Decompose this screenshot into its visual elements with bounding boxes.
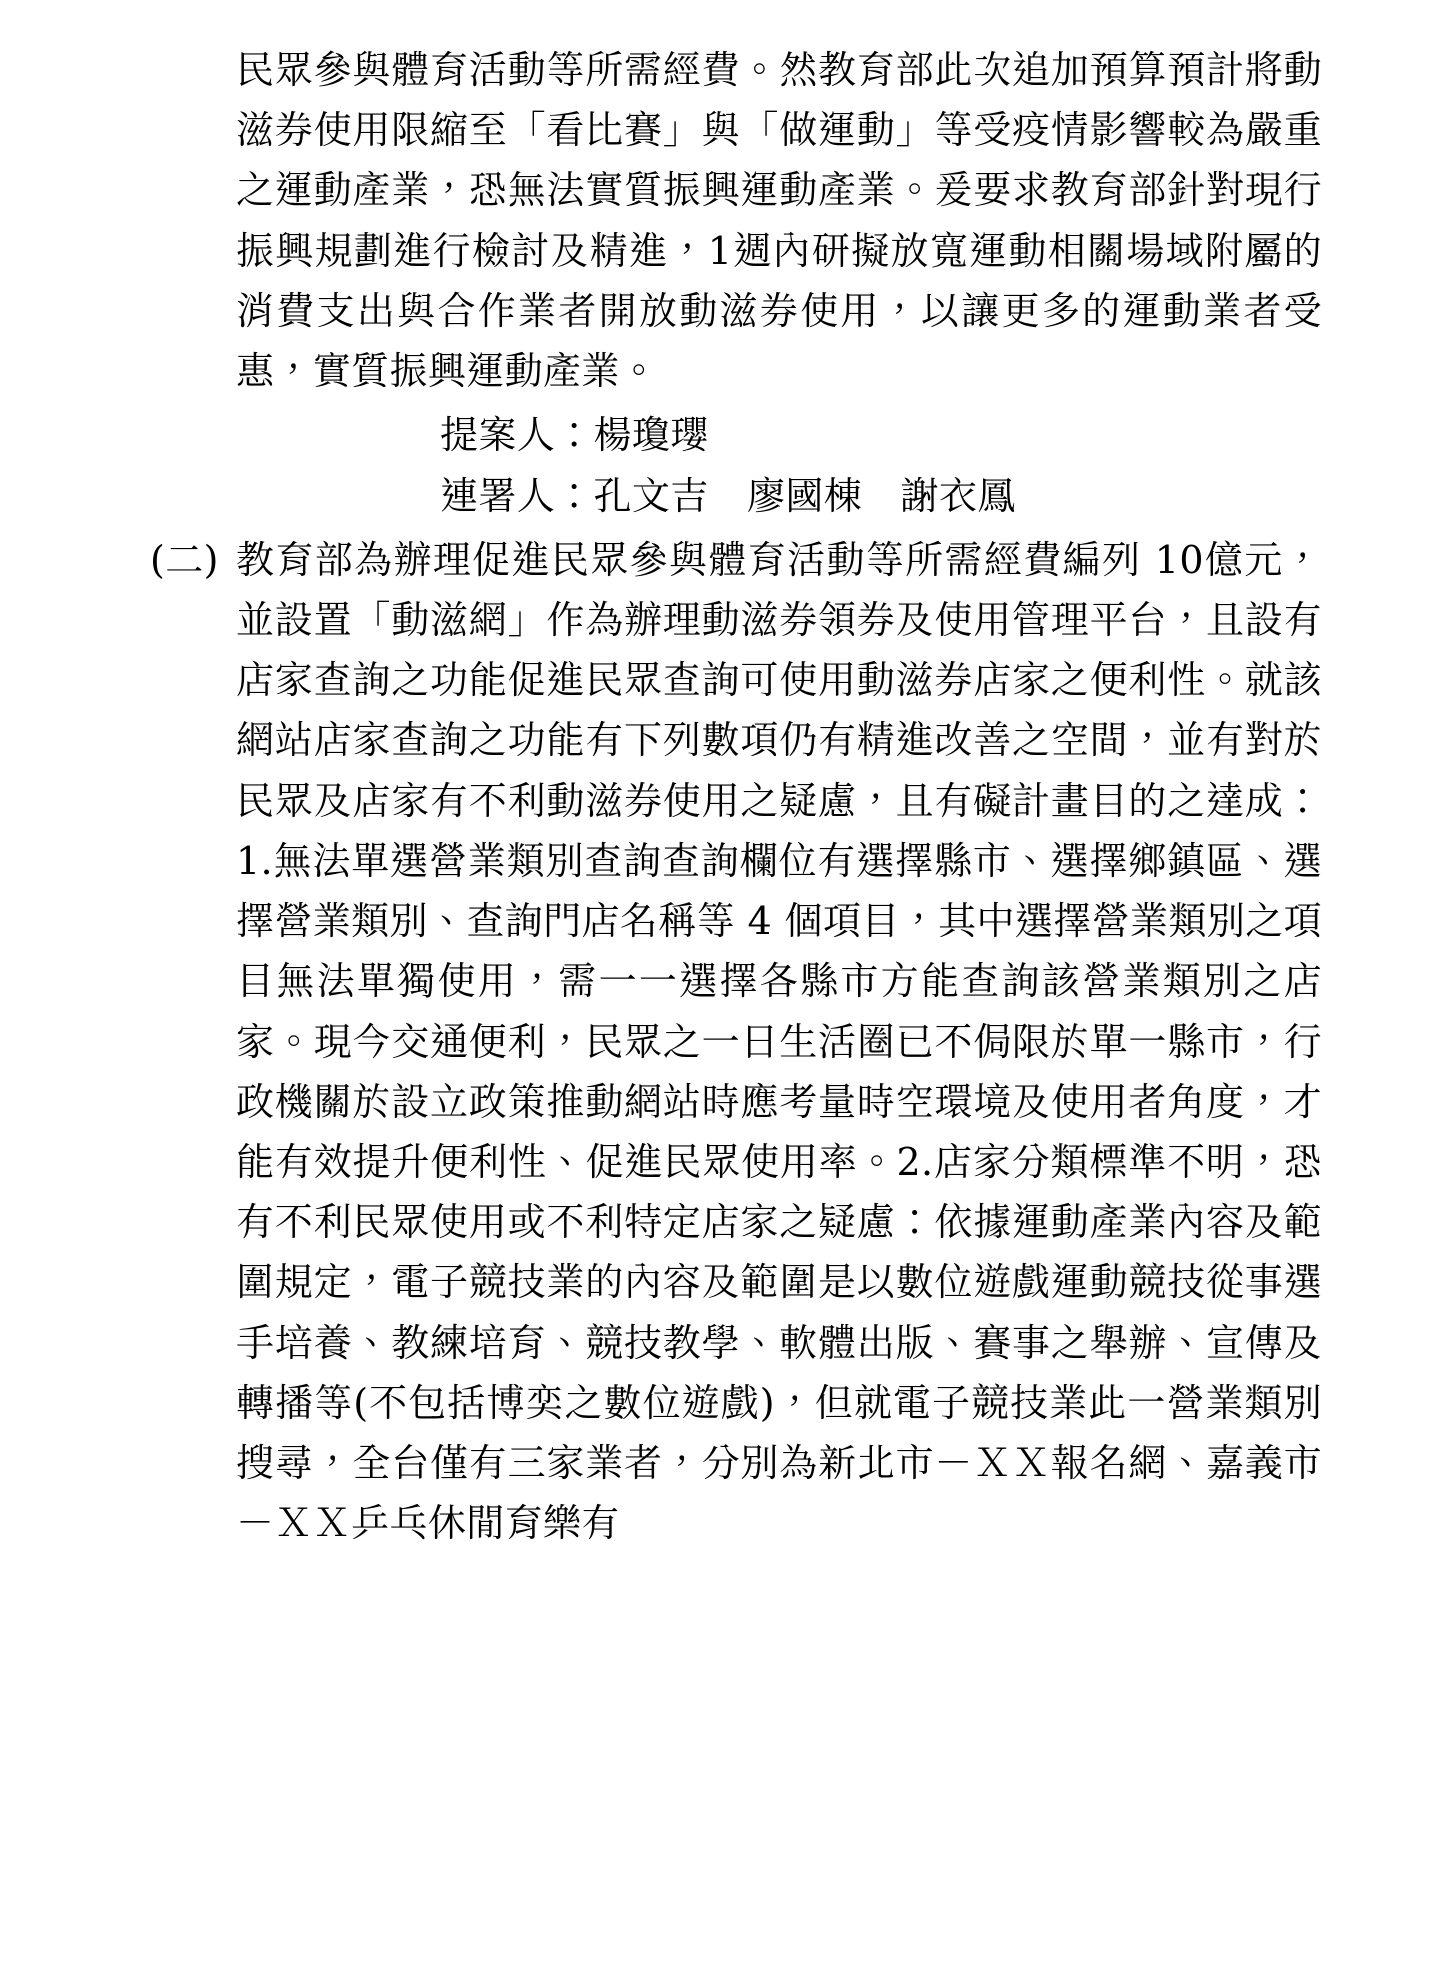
cosigner-line: 連署人：孔文吉 廖國棟 謝衣鳳 (440, 473, 1016, 518)
list-item-two-marker: (二) (150, 537, 219, 582)
proposer-line: 提案人：楊瓊瓔 (440, 413, 709, 458)
list-item-two (150, 530, 1322, 1554)
list-item-two-text: 教育部為辦理促進民眾參與體育活動等所需經費編列 10億元，並設置「動滋網」作為辦理動滋券領券及使用管理平台，且設有店家查詢之功能促進民眾查詢可使用動滋券店家之便利性。就該網站店家查詢之功能有下列數項仍有精進改善之空間，並有對於民眾及店家有不利動滋券使用之疑慮，且有礙計畫目的之達成：1.無法單選營業類別查詢查詢欄位有選擇縣市、選擇鄉鎮區、選擇營業類別、查詢門店名稱等 4 個項目，其中選擇營業類別之項目無法單獨使用，需一一選擇各縣市方能查詢該營業類別之店家。現今交通便利，民眾之一日生活圈已不侷限於單一縣市，行政機關於設立政策推動網站時應考量時空環境及使用者角度，才能有效提升便利性、促進民眾使用率。2.店家分類標準不明，恐有不利民眾使用或不利特定店家之疑慮：依據運動產業內容及範圍規定，電子競技業的內容及範圍是以數位遊戲運動競技從事選手培養、教練培育、競技教學、軟體出版、賽事之舉辦、宣傳及轉播等(不包括博奕之數位遊戲)，但就電子競技業此一營業類別搜尋，全台僅有三家業者，分別為新北市－ＸＸ報名網、嘉義市－ＸＸ乒乓休閒育樂有 (236, 537, 1322, 1546)
continuation-paragraph: 民眾參與體育活動等所需經費。然教育部此次追加預算預計將動滋券使用限縮至「看比賽」與「做運動」等受疫情影響較為嚴重之運動產業，恐無法實質振興運動產業。爰要求教育部針對現行振興規劃進行檢討及精進，1週內研擬放寬運動相關場域附屬的消費支出與合作業者開放動滋券使用，以讓更多的運動業者受惠，實質振興運動產業。 (236, 48, 1322, 394)
document-body (150, 40, 1322, 1553)
